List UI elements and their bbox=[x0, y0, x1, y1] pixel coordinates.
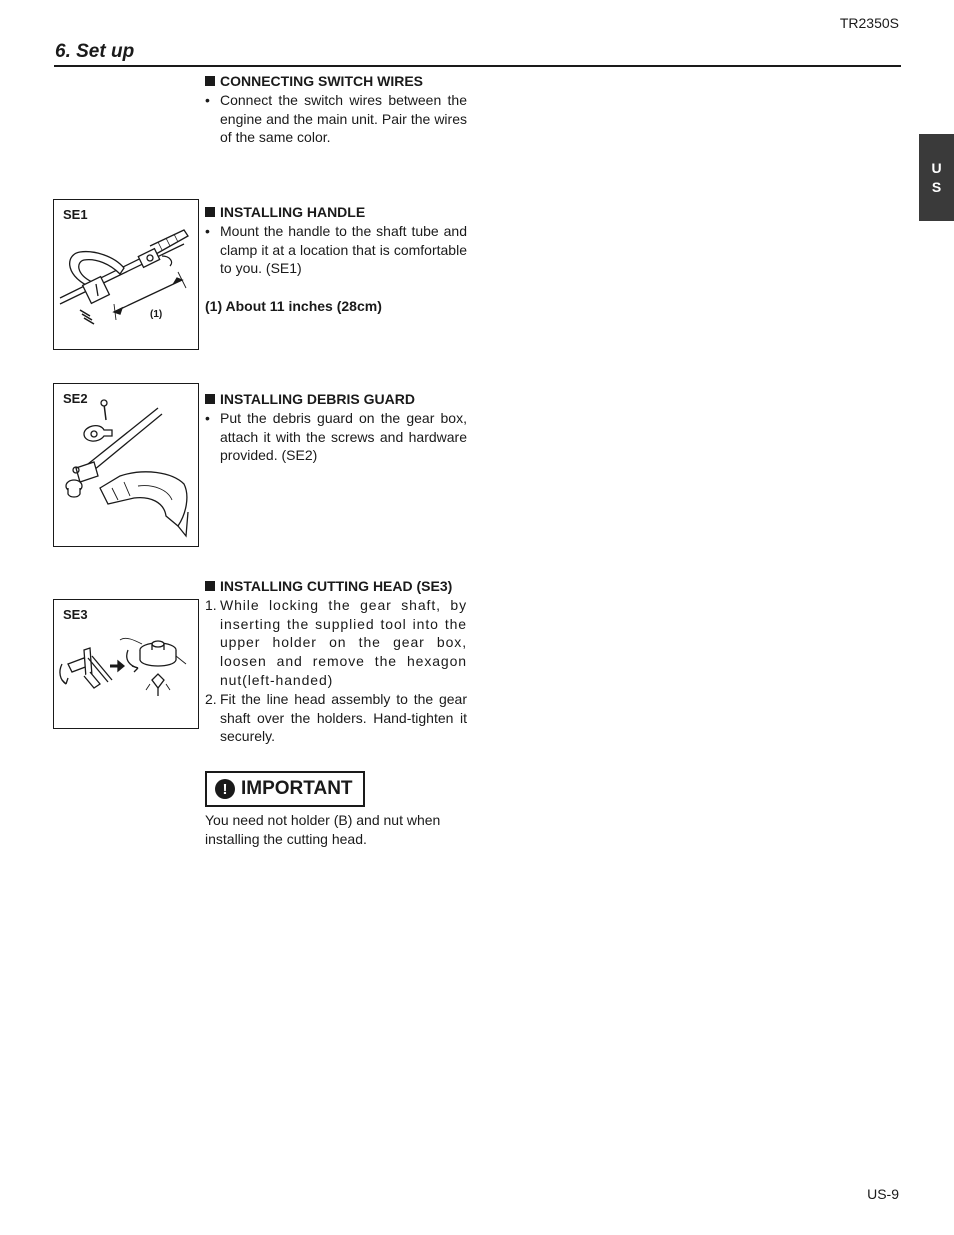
handle-illustration bbox=[54, 200, 198, 349]
model-number: TR2350S bbox=[839, 15, 899, 31]
section-switch-wires bbox=[205, 72, 467, 147]
section-cutting-head bbox=[205, 577, 467, 746]
step-number: 1. bbox=[205, 596, 217, 613]
bullet-text: Connect the switch wires between the engine and the main unit. Pair the wires of the same color. bbox=[220, 91, 467, 146]
bullet-text: Put the debris guard on the gear box, attach it with the screws and hardware provided. (SE2) bbox=[220, 409, 467, 464]
bullet-item bbox=[205, 222, 467, 278]
important-label: IMPORTANT bbox=[241, 778, 353, 799]
heading-text: INSTALLING CUTTING HEAD (SE3) bbox=[220, 578, 453, 594]
square-bullet-icon bbox=[205, 76, 215, 86]
figure-label: SE3 bbox=[63, 607, 88, 622]
exclamation-icon: ! bbox=[215, 779, 235, 799]
figure-label: SE1 bbox=[63, 207, 88, 222]
step-text: While locking the gear shaft, by inserting the supplied tool into the upper holder on the gear box, loosen and remove the hexagon nut(left-handed) bbox=[220, 596, 467, 688]
debris-guard-illustration bbox=[54, 384, 198, 546]
page-number: US-9 bbox=[867, 1186, 899, 1202]
bullet-icon: • bbox=[205, 222, 210, 239]
step-item bbox=[205, 596, 467, 690]
section-debris-guard bbox=[205, 390, 467, 465]
step-number: 2. bbox=[205, 690, 217, 707]
language-tab-letter-1: U bbox=[931, 159, 942, 176]
square-bullet-icon bbox=[205, 581, 215, 591]
cutting-head-illustration bbox=[54, 600, 198, 728]
figure-se2 bbox=[53, 383, 199, 547]
figure-se3 bbox=[53, 599, 199, 729]
step-item bbox=[205, 690, 467, 746]
language-tab-letter-2: S bbox=[931, 178, 942, 195]
bullet-item bbox=[205, 409, 467, 465]
title-rule bbox=[54, 65, 901, 67]
heading-text: CONNECTING SWITCH WIRES bbox=[220, 73, 423, 89]
bullet-text: Mount the handle to the shaft tube and clamp it at a location that is comfortable to you. (SE1) bbox=[220, 222, 467, 277]
square-bullet-icon bbox=[205, 394, 215, 404]
important-text: You need not holder (B) and nut when installing the cutting head. bbox=[205, 812, 441, 847]
dimension-callout: (1) bbox=[150, 309, 163, 320]
section-heading bbox=[205, 577, 467, 596]
language-tab bbox=[919, 134, 954, 221]
heading-text: INSTALLING DEBRIS GUARD bbox=[220, 391, 415, 407]
step-text: Fit the line head assembly to the gear shaft over the holders. Hand-tighten it securely. bbox=[220, 690, 467, 745]
section-installing-handle bbox=[205, 203, 467, 316]
bullet-item bbox=[205, 91, 467, 147]
section-heading bbox=[205, 203, 467, 222]
figure-label: SE2 bbox=[63, 391, 88, 406]
section-heading bbox=[205, 390, 467, 409]
figure-se1 bbox=[53, 199, 199, 350]
square-bullet-icon bbox=[205, 207, 215, 217]
section-heading bbox=[205, 72, 467, 91]
bullet-icon: • bbox=[205, 409, 210, 426]
section-title: 6. Set up bbox=[55, 41, 135, 62]
bullet-icon: • bbox=[205, 91, 210, 108]
dimension-note: (1) About 11 inches (28cm) bbox=[205, 298, 382, 315]
heading-text: INSTALLING HANDLE bbox=[220, 204, 366, 220]
important-box bbox=[205, 771, 365, 807]
